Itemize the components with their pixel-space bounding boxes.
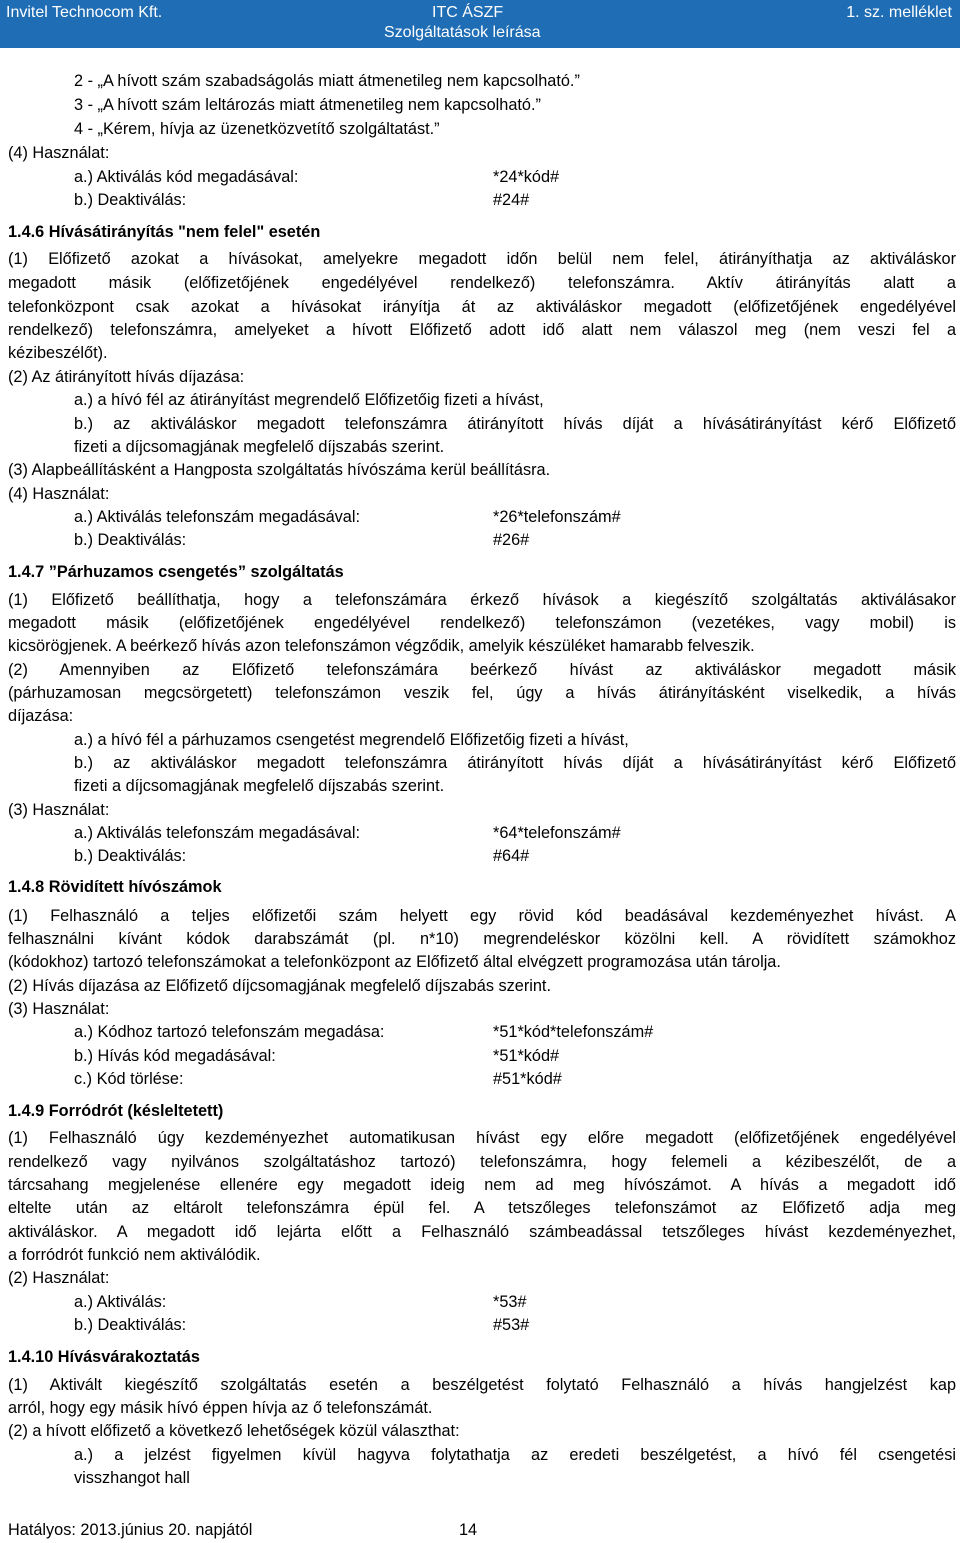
text-line: díjazása: (8, 707, 74, 725)
company-name: Invitel Technocom Kft. (6, 4, 163, 21)
code-value: #26# (493, 531, 530, 549)
text-line: a.) Aktiválás: (74, 1293, 167, 1311)
text-line: eltelte után az eltárolt telefonszámra épül fel. A tetszőleges telefonszámot az Előfizető adja meg (8, 1199, 956, 1217)
code-value: *53# (493, 1293, 527, 1311)
text-line: (kódokhoz) tartozó telefonszámokat a telefonközpont az Előfizető által elvégzett programozása után tárolja. (8, 953, 781, 971)
text-line: (2) a hívott előfizető a következő lehetőségek közül választhat: (8, 1422, 460, 1440)
text-line: a.) a hívó fél az átirányítást megrendelő Előfizetőig fizeti a hívást, (74, 391, 544, 409)
text-line: b.) Hívás kód megadásával: (74, 1047, 276, 1065)
text-line: (3) Alapbeállításként a Hangposta szolgáltatás hívószáma kerül beállításra. (8, 461, 551, 479)
text-line: visszhangot hall (74, 1469, 190, 1487)
document-subtitle: Szolgáltatások leírása (384, 24, 541, 41)
code-value: *51*kód# (493, 1047, 560, 1065)
text-line: megadott másik (előfizetőjének engedélyével rendelkező) telefonszámra. Aktív átirányítás alatt a (8, 274, 956, 292)
text-line: (1) Előfizető azokat a hívásokat, amelyekre megadott időn belül nem felel, átirányíthatja az aktiváláskor (8, 250, 956, 268)
text-line: (4) Használat: (8, 144, 110, 162)
text-line: (1) Előfizető beállíthatja, hogy a telefonszámára érkező hívások a kiegészítő szolgáltatás aktiválásakor (8, 591, 956, 609)
text-line: a.) a hívó fél a párhuzamos csengetést megrendelő Előfizetőig fizeti a hívást, (74, 731, 629, 749)
section-heading: 1.4.7 ”Párhuzamos csengetés” szolgáltatás (8, 563, 344, 581)
section-heading: 1.4.6 Hívásátirányítás "nem felel" esetén (8, 223, 321, 241)
text-line: c.) Kód törlése: (74, 1070, 184, 1088)
text-line: megadott másik (előfizetőjének engedélyével rendelkező) telefonszámon (vezetékes, vagy mobil) is (8, 614, 956, 632)
appendix-label: 1. sz. melléklet (846, 4, 952, 21)
text-line: arról, hogy egy másik hívó éppen hívja az ő telefonszámát. (8, 1399, 433, 1417)
code-value: #64# (493, 847, 530, 865)
text-line: a.) Aktiválás telefonszám megadásával: (74, 824, 360, 842)
section-heading: 1.4.8 Rövidített hívószámok (8, 878, 222, 896)
text-line: (1) Felhasználó úgy kezdeményezhet automatikusan hívást egy előre megadott (előfizetőjének engedélyével (8, 1129, 956, 1147)
code-value: *51*kód*telefonszám# (493, 1023, 654, 1041)
text-line: 4 - „Kérem, hívja az üzenetközvetítő szolgáltatást.” (74, 120, 440, 138)
text-line: b.) Deaktiválás: (74, 1316, 187, 1334)
code-value: *24*kód# (493, 168, 560, 186)
document-title: ITC ÁSZF (432, 4, 504, 21)
text-line: kézibeszélőt). (8, 344, 108, 362)
effective-date: Hatályos: 2013.június 20. napjától (8, 1521, 253, 1539)
text-line: (2) Amennyiben az Előfizető telefonszámára beérkező hívást az aktiváláskor megadott másik (8, 661, 956, 679)
code-value: *64*telefonszám# (493, 824, 621, 842)
text-line: aktiváláskor. A megadott idő lejárta előtt a Felhasználó számbeadással tetszőleges hívást kezdeményezhet, (8, 1223, 956, 1241)
text-line: (2) Hívás díjazása az Előfizető díjcsomagjának megfelelő díjszabás szerint. (8, 977, 551, 995)
text-line: b.) Deaktiválás: (74, 531, 187, 549)
text-line: (3) Használat: (8, 1000, 110, 1018)
text-line: kicsörögjenek. A beérkező hívás azon telefonszámon végződik, amelyik készüléket hamarabb felveszik. (8, 637, 755, 655)
text-line: (párhuzamosan megcsörgetett) telefonszámon veszik fel, úgy a hívás átirányításként viselkedik, a hívás (8, 684, 956, 702)
text-line: (3) Használat: (8, 801, 110, 819)
text-line: a forródrót funkció nem aktiválódik. (8, 1246, 261, 1264)
text-line: a.) Aktiválás kód megadásával: (74, 168, 299, 186)
code-value: *26*telefonszám# (493, 508, 621, 526)
section-heading: 1.4.10 Hívásvárakoztatás (8, 1348, 200, 1366)
text-line: fizeti a díjcsomagjának megfelelő díjszabás szerint. (74, 777, 445, 795)
text-line: (1) Felhasználó a teljes előfizetői szám helyett egy rövid kód beadásával kezdeményezhet hívást. A (8, 907, 956, 925)
page-header (0, 0, 960, 48)
text-line: b.) az aktiváláskor megadott telefonszámra átirányított hívás díját a hívásátirányítást kérő Előfizető (74, 754, 956, 772)
text-line: fizeti a díjcsomagjának megfelelő díjszabás szerint. (74, 438, 445, 456)
text-line: 2 - „A hívott szám szabadságolás miatt átmenetileg nem kapcsolható.” (74, 72, 580, 90)
text-line: b.) Deaktiválás: (74, 847, 187, 865)
text-line: rendelkező vagy nyilvános szolgáltatáshoz tartozó) telefonszámra, hogy felemeli a kézibeszélőt, de a (8, 1153, 956, 1171)
text-line: a.) Kódhoz tartozó telefonszám megadása: (74, 1023, 385, 1041)
text-line: rendelkező) telefonszámra, amelyeket a hívott Előfizető adott idő alatt nem válaszol meg (nem veszi fel a (8, 321, 956, 339)
text-line: (4) Használat: (8, 485, 110, 503)
text-line: (1) Aktivált kiegészítő szolgáltatás esetén a beszélgetést folytató Felhasználó a hívás hangjelzést kap (8, 1376, 956, 1394)
text-line: (2) Használat: (8, 1269, 110, 1287)
page-number: 14 (459, 1521, 478, 1539)
text-line: b.) az aktiváláskor megadott telefonszámra átirányított hívás díját a hívásátirányítást kérő Előfizető (74, 415, 956, 433)
code-value: #24# (493, 191, 530, 209)
text-line: 3 - „A hívott szám leltározás miatt átmenetileg nem kapcsolható.” (74, 96, 541, 114)
code-value: #51*kód# (493, 1070, 562, 1088)
code-value: #53# (493, 1316, 530, 1334)
text-line: tárcsahang megjelenése ellenére egy megadott ideig nem ad meg hívószámot. A hívás a megadott idő (8, 1176, 956, 1194)
section-heading: 1.4.9 Forródrót (késleltetett) (8, 1102, 224, 1120)
text-line: felhasználni kívánt kódok darabszámát (pl. n*10) megrendeléskor közölni kell. A rövidített számokhoz (8, 930, 956, 948)
text-line: a.) Aktiválás telefonszám megadásával: (74, 508, 360, 526)
text-line: telefonközpont csak azokat a hívásokat irányítja át az aktiváláskor megadott (előfizetőjének engedélyével (8, 298, 956, 316)
text-line: a.) a jelzést figyelmen kívül hagyva folytathatja az eredeti beszélgetést, a hívó fél csengetési (74, 1446, 956, 1464)
text-line: (2) Az átirányított hívás díjazása: (8, 368, 245, 386)
text-line: b.) Deaktiválás: (74, 191, 187, 209)
